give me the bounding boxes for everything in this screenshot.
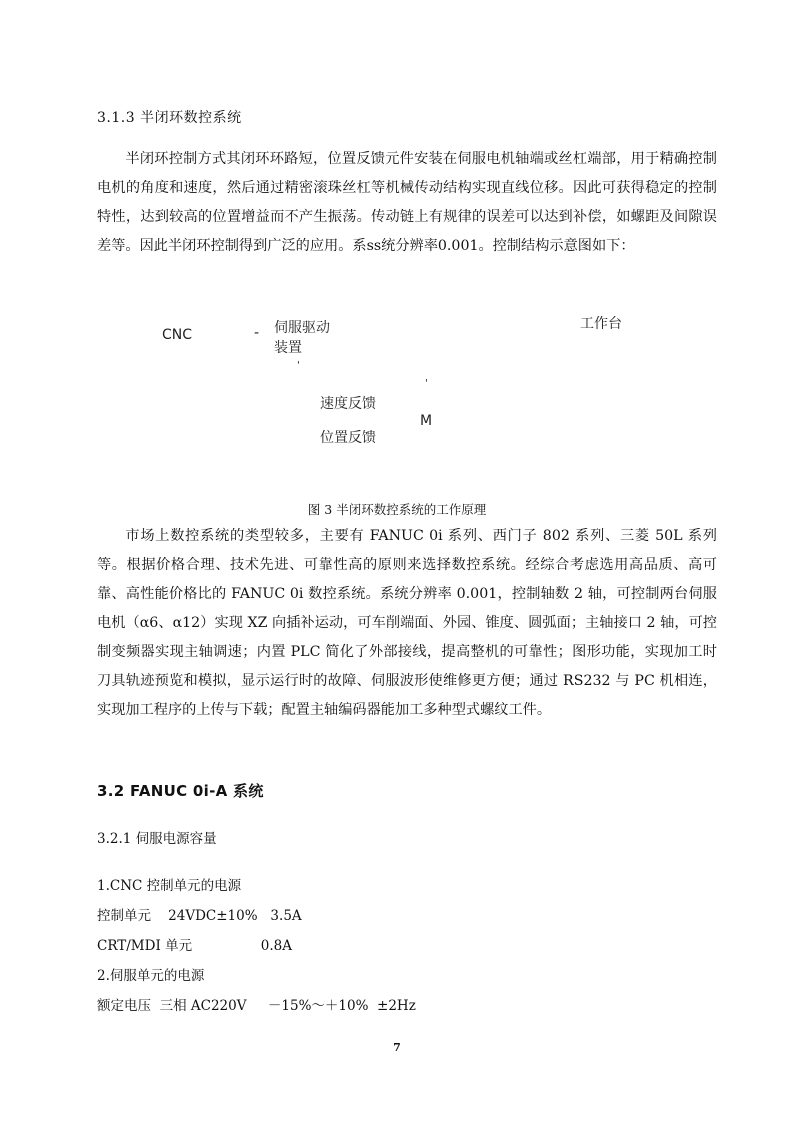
paragraph-cnc-selection <box>97 522 717 725</box>
section-heading-321: 3.2.1 伺服电源容量 <box>97 831 217 847</box>
text-line: 额定电压 三相 AC220V －15%～＋10% ±2Hz <box>97 998 416 1014</box>
diagram-speed-feedback-label: 速度反馈 <box>320 396 376 412</box>
text-line: CRT/MDI 单元 0.8A <box>97 938 292 954</box>
text-line: 1.CNC 控制单元的电源 <box>97 878 242 894</box>
diagram-servo-drive-label: 伺服驱动 <box>274 320 330 336</box>
diagram-cnc-label: CNC <box>162 327 193 343</box>
figure-caption: 图 3 半闭环数控系统的工作原理 <box>307 502 487 517</box>
diagram-servo-drive-label-2: 装置 <box>274 340 302 356</box>
text-line: 2.伺服单元的电源 <box>97 968 205 984</box>
paragraph-text: 半闭环控制方式其闭环环路短，位置反馈元件安装在伺服电机轴端或丝杠端部，用于精确控制电机的角度和速度，然后通过精密滚珠丝杠等机械传动结构实现直线位移。因此可获得稳定的控制特性，达到较高的位置增益而不产生振荡。传动链上有规律的误差可以达到补偿，如螺距及间隙误差等。因此半闭环控制得到广泛的应用。系ss统分辨率0.001。控制结构示意图如下： <box>97 151 717 254</box>
diagram-tick-mark: ' <box>297 360 300 371</box>
paragraph-semi-closed-loop <box>97 145 717 261</box>
paragraph-text: 市场上数控系统的类型较多，主要有 FANUC 0i 系列、西门子 802 系列、三菱 50L 系列等。根据价格合理、技术先进、可靠性高的原则来选择数控系统。经综合考虑选用高品质、高可靠、高性能价格比的 FANUC 0i 数控系统。系统分辨率 0.001，控制轴数 2 轴，可控制两台伺服电机（α6、α12）实现 XZ 向插补运动，可车削端面、外园、锥度、圆弧面；主轴接口 2 轴，可控制变频器实现主轴调速；内置 PLC 简化了外部接线，提高整机的可靠性；图形功能，实现加工时刀具轨迹预览和模拟，显示运行时的故障、伺服波形使维修更方便；通过 RS232 与 PC 机相连，实现加工程序的上传与下载；配置主轴编码器能加工多种型式螺纹工件。 <box>97 528 717 718</box>
section-heading-313: 3.1.3 半闭环数控系统 <box>97 110 242 126</box>
section-heading-32: 3.2 FANUC 0i-A 系统 <box>97 782 264 800</box>
diagram-dash: - <box>254 325 260 341</box>
control-structure-diagram <box>150 305 670 475</box>
diagram-tick-mark-2: ' <box>425 378 428 389</box>
text-line: 控制单元 24VDC±10% 3.5A <box>97 908 302 924</box>
diagram-worktable-label: 工作台 <box>580 316 622 332</box>
diagram-motor-label: M <box>420 413 433 429</box>
diagram-position-feedback-label: 位置反馈 <box>320 430 376 446</box>
page-number: 7 <box>393 1041 401 1054</box>
